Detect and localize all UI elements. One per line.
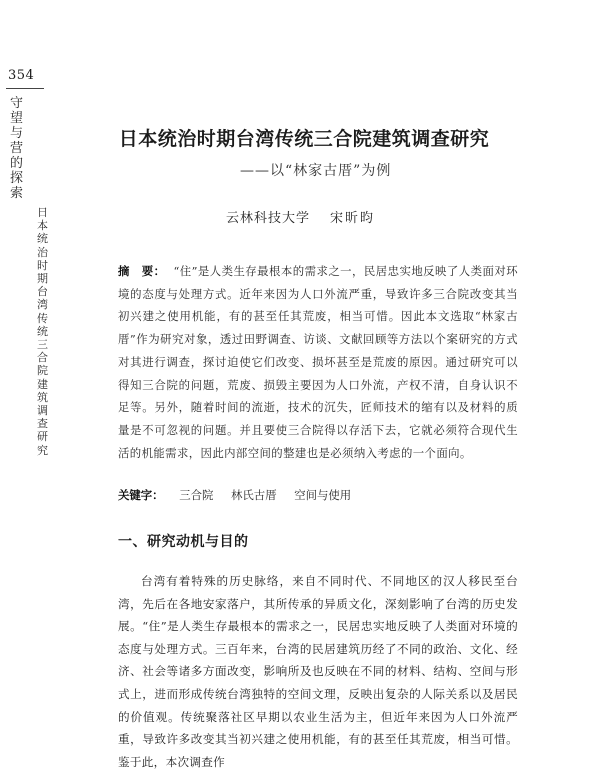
article-subtitle: ——以“林家古厝”为例 xyxy=(240,163,392,179)
abstract-label: 摘 要： xyxy=(118,264,166,278)
keywords xyxy=(118,487,518,503)
article-title: 日本统治时期台湾传统三合院建筑调查研究 xyxy=(118,128,490,150)
running-subhead: 日本统治时期台湾传统三合院建筑调查研究 xyxy=(37,206,48,457)
section-heading: 一、研究动机与目的 xyxy=(118,534,249,550)
page-number: 354 xyxy=(8,68,35,83)
author-affiliation: 云林科技大学 xyxy=(226,211,311,226)
running-head: 守望与营的探索 xyxy=(10,96,24,201)
abstract-text: “住”是人类生存最根本的需求之一，民居忠实地反映了人类面对环境的态度与处理方式。近年来因为人口外流严重，导致许多三合院改变其当初兴建之使用机能，有的甚至任其荒废，相当可惜。因此本文选取“林家古厝”作为研究对象，透过田野调查、访谈、文献回顾等方法以个案研究的方式对其进行调查，探讨迫使它们改变、损坏甚至是荒废的原因。通过研究可以得知三合院的问题，荒废、损毁主要因为人口外流，产权不清，自身认识不足等。另外，随着时间的流逝，技术的沉失，匠师技术的缩有以及材料的质量是不可忽视的问题。并且要使三合院得以存活下去，它就必须符合现代生活的机能需求，因此内部空间的整建也是必须纳入考虑的一个面向。 xyxy=(118,264,518,460)
keyword: 空间与使用 xyxy=(294,488,352,502)
abstract xyxy=(118,260,518,464)
keyword: 林氏古厝 xyxy=(231,488,277,502)
keyword: 三合院 xyxy=(179,488,214,502)
author-name: 宋昕昀 xyxy=(330,211,376,226)
header-rule xyxy=(6,88,44,89)
body-text xyxy=(118,570,518,773)
keywords-label: 关键字： xyxy=(118,488,164,502)
body-paragraph: 台湾有着特殊的历史脉络，来自不同时代、不同地区的汉人移民至台湾，先后在各地安家落户，其所传承的异质文化，深刻影响了台湾的历史发展。“住”是人类生存最根本的需求之一，民居忠实地反映了人类面对环境的态度与处理方式。三百年来，台湾的民居建筑历经了不同的政治、文化、经济、社会等诸多方面改变，影响所及也反映在不同的材料、结构、空间与形式上，进而形成传统台湾独特的空间文理，反映出复杂的人际关系以及居民的价值观。传统聚落社区早期以农业生活为主，但近年来因为人口外流严重，导致许多改变其当初兴建之使用机能，有的甚至任其荒废，相当可惜。鉴于此，本次调查作 xyxy=(118,574,518,769)
